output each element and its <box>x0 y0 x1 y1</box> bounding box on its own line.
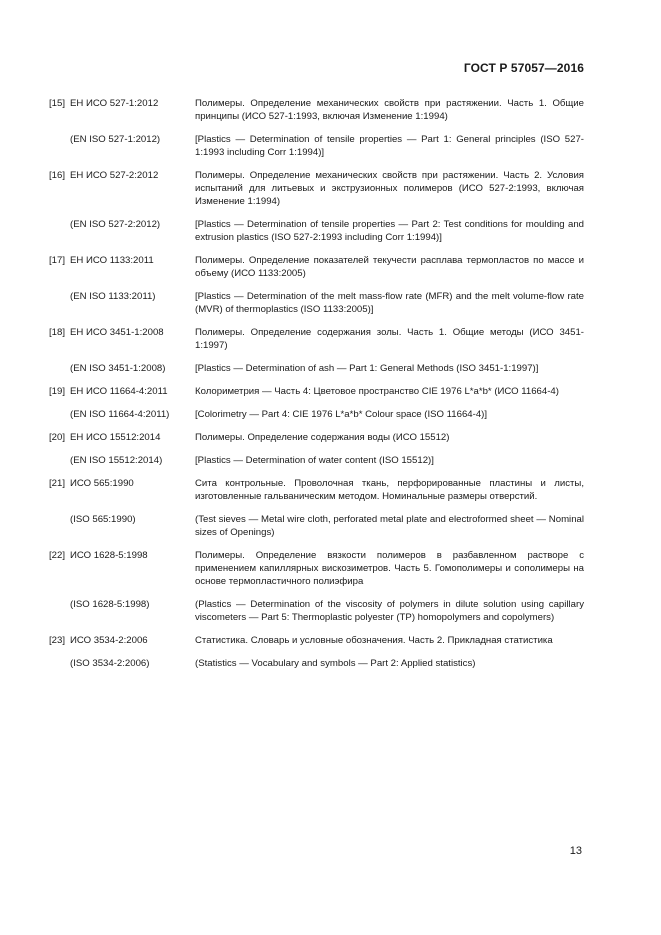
reference-code: (EN ISO 527-1:2012) <box>70 134 161 145</box>
reference-title: [Plastics — Determination of water content (ISO 15512)] <box>195 455 434 466</box>
reference-title: Сита контрольные. Проволочная ткань, перфорированные пластины и листы, изготовленные гальваническим методом. Номинальные размеры отверстий. <box>195 478 584 502</box>
reference-title: [Colorimetry — Part 4: CIE 1976 L*a*b* Colour space (ISO 11664-4)] <box>195 409 488 420</box>
reference-code: (ISO 1628-5:1998) <box>70 599 150 610</box>
reference-code: (EN ISO 15512:2014) <box>70 455 163 466</box>
bibliography-list <box>49 97 584 680</box>
reference-code: (EN ISO 1133:2011) <box>70 291 156 302</box>
reference-number: [15] <box>49 98 66 109</box>
reference-entry <box>49 477 584 503</box>
reference-entry <box>49 598 584 624</box>
page-number: 13 <box>569 845 582 857</box>
reference-title: (Statistics — Vocabulary and symbols — Part 2: Applied statistics) <box>195 658 476 669</box>
reference-code: ЕН ИСО 527-1:2012 <box>70 98 159 109</box>
reference-code: (EN ISO 3451-1:2008) <box>70 363 166 374</box>
reference-title: Полимеры. Определение содержания воды (ИСО 15512) <box>195 432 450 443</box>
reference-code: (ISO 565:1990) <box>70 514 136 525</box>
reference-entry <box>49 133 584 159</box>
reference-title: [Plastics — Determination of ash — Part 1: General Methods (ISO 3451-1:1997)] <box>195 363 539 374</box>
reference-entry <box>49 97 584 123</box>
reference-code: ИСО 1628-5:1998 <box>70 550 148 561</box>
reference-title: [Plastics — Determination of the melt mass-flow rate (MFR) and the melt volume-flow rate (MVR) of thermoplastics (ISO 1133:2005)] <box>195 291 584 315</box>
reference-title: [Plastics — Determination of tensile properties — Part 1: General principles (ISO 527-1:1993 including Corr 1:1994)] <box>195 134 584 158</box>
reference-entry <box>49 385 584 398</box>
reference-number: [22] <box>49 550 66 561</box>
reference-entry <box>49 408 584 421</box>
reference-entry <box>49 657 584 670</box>
reference-title: Полимеры. Определение показателей текучести расплава термопластов по массе и объему (ИСО 1133:2005) <box>195 255 584 279</box>
reference-title: (Test sieves — Metal wire cloth, perforated metal plate and electroformed sheet — Nominal sizes of Openings) <box>195 514 584 538</box>
reference-entry <box>49 290 584 316</box>
reference-title: [Plastics — Determination of tensile properties — Part 2: Test conditions for moulding and extrusion plastics (ISO 527-2:1993 including Corr 1:1994)] <box>195 219 584 243</box>
reference-code: ИСО 565:1990 <box>70 478 134 489</box>
reference-entry <box>49 549 584 588</box>
reference-code: ИСО 3534-2:2006 <box>70 635 148 646</box>
reference-number: [18] <box>49 327 66 338</box>
reference-code: ЕН ИСО 527-2:2012 <box>70 170 159 181</box>
reference-code: (EN ISO 11664-4:2011) <box>70 409 170 420</box>
reference-code: ЕН ИСО 3451-1:2008 <box>70 327 164 338</box>
reference-number: [17] <box>49 255 66 266</box>
reference-title: Полимеры. Определение содержания золы. Часть 1. Общие методы (ИСО 3451-1:1997) <box>195 327 584 351</box>
reference-entry <box>49 169 584 208</box>
reference-number: [16] <box>49 170 66 181</box>
reference-number: [19] <box>49 386 66 397</box>
reference-code: ЕН ИСО 1133:2011 <box>70 255 154 266</box>
reference-title: Полимеры. Определение механических свойств при растяжении. Часть 2. Условия испытаний для литьевых и экструзионных полимеров (ИСО 527-2:1993, включая Изменение 1:1994) <box>195 170 584 207</box>
reference-number: [23] <box>49 635 66 646</box>
reference-code: ЕН ИСО 11664-4:2011 <box>70 386 168 397</box>
reference-code: (ISO 3534-2:2006) <box>70 658 150 669</box>
reference-entry <box>49 634 584 647</box>
reference-code: (EN ISO 527-2:2012) <box>70 219 161 230</box>
reference-number: [20] <box>49 432 66 443</box>
reference-title: Колориметрия — Часть 4: Цветовое пространство CIE 1976 L*a*b* (ИСО 11664-4) <box>195 386 559 397</box>
reference-title: (Plastics — Determination of the viscosity of polymers in dilute solution using capillary viscometers — Part 5: Thermoplastic polyester (TP) homopolymers and copolymers) <box>195 599 584 623</box>
reference-entry <box>49 218 584 244</box>
reference-entry <box>49 454 584 467</box>
reference-code: ЕН ИСО 15512:2014 <box>70 432 161 443</box>
reference-entry <box>49 362 584 375</box>
reference-title: Полимеры. Определение механических свойств при растяжении. Часть 1. Общие принципы (ИСО 527-1:1993, включая Изменение 1:1994) <box>195 98 584 122</box>
document-header: ГОСТ Р 57057—2016 <box>463 61 584 75</box>
reference-entry <box>49 326 584 352</box>
reference-entry <box>49 431 584 444</box>
reference-entry <box>49 254 584 280</box>
reference-title: Статистика. Словарь и условные обозначения. Часть 2. Прикладная статистика <box>195 635 553 646</box>
reference-entry <box>49 513 584 539</box>
reference-title: Полимеры. Определение вязкости полимеров в разбавленном растворе с применением капиллярных вискозиметров. Часть 5. Гомополимеры и сополимеры на основе термопластичного полиэфира <box>195 550 584 587</box>
reference-number: [21] <box>49 478 66 489</box>
